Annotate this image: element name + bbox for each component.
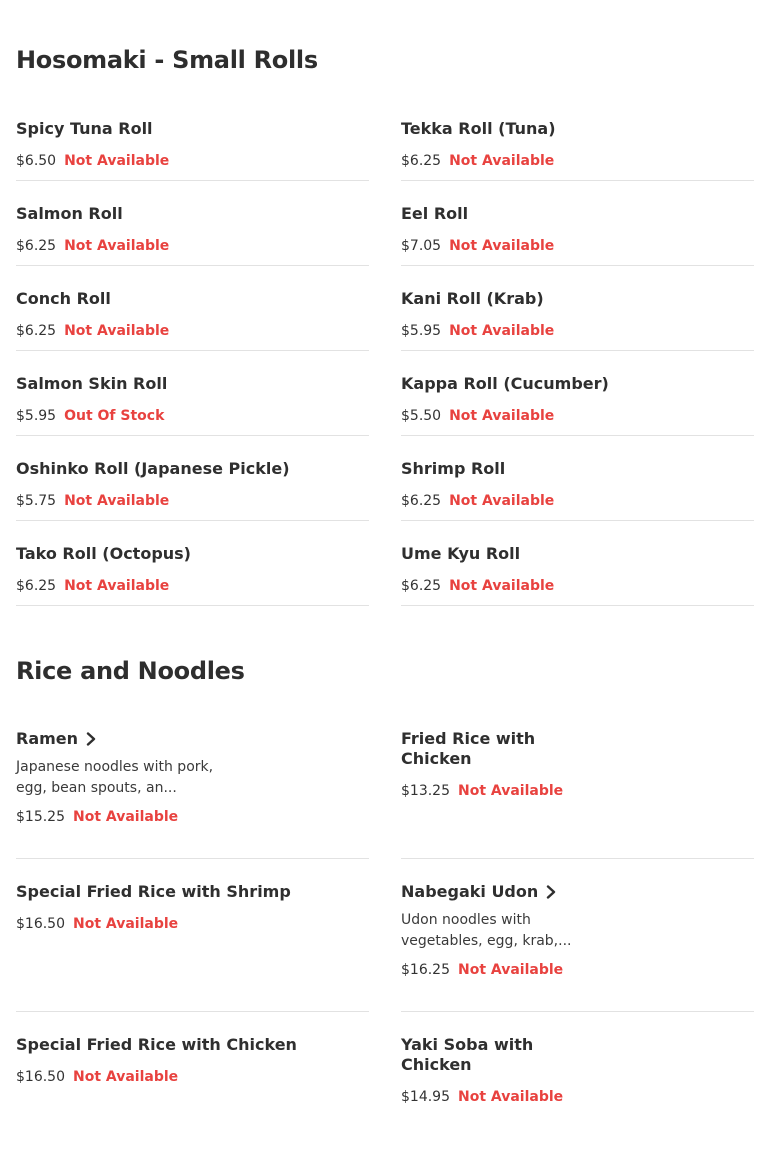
item-name: Yaki Soba with Chicken bbox=[401, 1035, 534, 1074]
menu-item-fried-rice-chicken[interactable] bbox=[401, 706, 754, 859]
status-badge: Not Available bbox=[458, 1089, 564, 1105]
price-row bbox=[16, 153, 369, 169]
price-row bbox=[401, 408, 754, 424]
status-badge: Not Available bbox=[64, 578, 170, 594]
item-name-row bbox=[16, 729, 369, 749]
item-name: Eel Roll bbox=[401, 204, 469, 223]
item-price: $6.25 bbox=[16, 578, 57, 594]
item-price: $16.50 bbox=[16, 1069, 65, 1085]
item-name: Kani Roll (Krab) bbox=[401, 289, 544, 308]
price-row bbox=[401, 783, 754, 799]
status-badge: Not Available bbox=[458, 962, 564, 978]
item-price: $16.50 bbox=[16, 916, 65, 932]
item-name: Tako Roll (Octopus) bbox=[16, 544, 191, 563]
item-price: $15.25 bbox=[16, 809, 65, 825]
item-price: $6.25 bbox=[16, 323, 57, 339]
item-name: Oshinko Roll (Japanese Pickle) bbox=[16, 459, 290, 478]
status-badge: Not Available bbox=[449, 578, 555, 594]
section-title-hosomaki: Hosomaki - Small Rolls bbox=[16, 46, 318, 74]
item-description: Japanese noodles with pork, egg, bean spouts, an... bbox=[16, 759, 214, 796]
price-row bbox=[401, 578, 754, 594]
item-name: Ramen bbox=[16, 729, 79, 748]
item-price: $14.95 bbox=[401, 1089, 450, 1105]
item-price: $16.25 bbox=[401, 962, 450, 978]
menu-item-ramen[interactable] bbox=[16, 706, 369, 859]
status-badge: Not Available bbox=[449, 493, 555, 509]
menu-item-salmon-skin-roll[interactable] bbox=[16, 351, 369, 436]
item-price: $6.25 bbox=[401, 493, 442, 509]
item-price: $13.25 bbox=[401, 783, 450, 799]
status-badge: Not Available bbox=[64, 153, 170, 169]
rice-noodles-grid bbox=[16, 706, 754, 1165]
menu-item-conch-roll[interactable] bbox=[16, 266, 369, 351]
item-price: $5.95 bbox=[16, 408, 57, 424]
item-name: Conch Roll bbox=[16, 289, 111, 308]
price-row bbox=[401, 962, 754, 978]
price-row bbox=[16, 493, 369, 509]
item-name: Fried Rice with Chicken bbox=[401, 729, 536, 768]
item-price: $5.95 bbox=[401, 323, 442, 339]
item-description: Udon noodles with vegetables, egg, krab,... bbox=[401, 912, 572, 949]
status-badge: Not Available bbox=[449, 238, 555, 254]
item-price: $6.25 bbox=[16, 238, 57, 254]
price-row bbox=[16, 578, 369, 594]
item-price: $7.05 bbox=[401, 238, 442, 254]
item-name: Kappa Roll (Cucumber) bbox=[401, 374, 609, 393]
menu-item-oshinko-roll[interactable] bbox=[16, 436, 369, 521]
price-row bbox=[16, 916, 369, 932]
item-price: $6.25 bbox=[401, 153, 442, 169]
item-name: Spicy Tuna Roll bbox=[16, 119, 153, 138]
price-row bbox=[401, 493, 754, 509]
item-name: Special Fried Rice with Shrimp bbox=[16, 882, 291, 901]
status-badge: Not Available bbox=[64, 323, 170, 339]
item-name: Nabegaki Udon bbox=[401, 882, 539, 901]
menu-item-spicy-tuna-roll[interactable] bbox=[16, 96, 369, 181]
price-row bbox=[16, 238, 369, 254]
menu-item-kappa-roll[interactable] bbox=[401, 351, 754, 436]
menu-item-tekka-roll[interactable] bbox=[401, 96, 754, 181]
price-row bbox=[401, 153, 754, 169]
item-name: Salmon Skin Roll bbox=[16, 374, 168, 393]
menu-item-ume-kyu-roll[interactable] bbox=[401, 521, 754, 606]
hosomaki-grid bbox=[16, 96, 754, 606]
status-badge: Not Available bbox=[449, 323, 555, 339]
price-row bbox=[16, 323, 369, 339]
status-badge: Out Of Stock bbox=[64, 408, 165, 424]
item-price: $5.75 bbox=[16, 493, 57, 509]
menu-item-shrimp-roll[interactable] bbox=[401, 436, 754, 521]
price-row bbox=[16, 809, 369, 825]
item-name: Ume Kyu Roll bbox=[401, 544, 521, 563]
status-badge: Not Available bbox=[458, 783, 564, 799]
price-row bbox=[16, 1069, 369, 1085]
menu-item-kani-roll[interactable] bbox=[401, 266, 754, 351]
price-row bbox=[16, 408, 369, 424]
price-row bbox=[401, 1089, 754, 1105]
item-name: Shrimp Roll bbox=[401, 459, 506, 478]
status-badge: Not Available bbox=[73, 1069, 179, 1085]
status-badge: Not Available bbox=[64, 238, 170, 254]
status-badge: Not Available bbox=[449, 153, 555, 169]
item-name: Tekka Roll (Tuna) bbox=[401, 119, 556, 138]
menu-item-tako-roll[interactable] bbox=[16, 521, 369, 606]
chevron-right-icon[interactable] bbox=[546, 885, 556, 899]
item-name: Special Fried Rice with Chicken bbox=[16, 1035, 297, 1054]
menu-item-nabegaki-udon[interactable] bbox=[401, 859, 754, 1012]
status-badge: Not Available bbox=[449, 408, 555, 424]
chevron-right-icon[interactable] bbox=[86, 732, 96, 746]
item-price: $6.25 bbox=[401, 578, 442, 594]
item-name: Salmon Roll bbox=[16, 204, 123, 223]
price-row bbox=[401, 323, 754, 339]
item-name-row bbox=[401, 882, 754, 902]
menu-item-salmon-roll[interactable] bbox=[16, 181, 369, 266]
menu-item-eel-roll[interactable] bbox=[401, 181, 754, 266]
status-badge: Not Available bbox=[73, 916, 179, 932]
menu-item-special-fried-rice-shrimp[interactable] bbox=[16, 859, 369, 1012]
item-price: $6.50 bbox=[16, 153, 57, 169]
price-row bbox=[401, 238, 754, 254]
status-badge: Not Available bbox=[64, 493, 170, 509]
status-badge: Not Available bbox=[73, 809, 179, 825]
menu-item-yaki-soba-chicken[interactable] bbox=[401, 1012, 754, 1165]
section-title-rice-and-noodles: Rice and Noodles bbox=[16, 657, 245, 685]
item-price: $5.50 bbox=[401, 408, 442, 424]
menu-item-special-fried-rice-chicken[interactable] bbox=[16, 1012, 369, 1165]
